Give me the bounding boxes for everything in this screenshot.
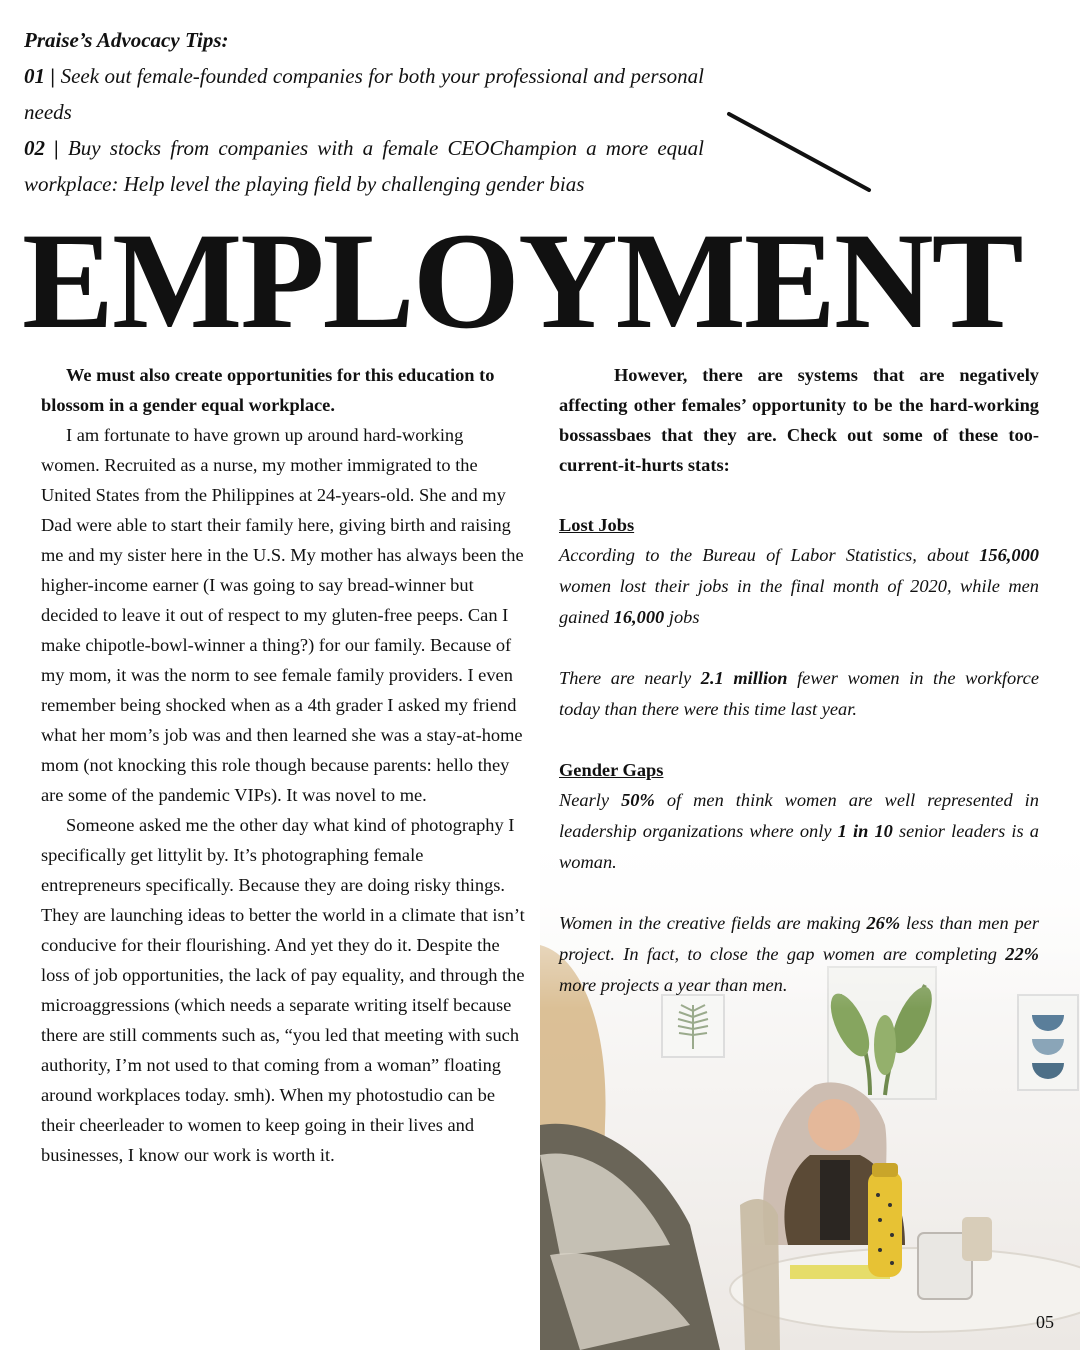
stat-text: Nearly xyxy=(559,790,622,810)
stat-text: of men think women are well represented in leadership organizations where only xyxy=(559,790,1039,841)
left-column xyxy=(41,360,525,1170)
stat-figure: 16,000 xyxy=(613,607,665,627)
stat-text: There are nearly xyxy=(559,668,701,688)
lost-jobs-stat-2 xyxy=(559,663,1039,725)
tip-number: 02 | xyxy=(24,136,59,160)
lead-paragraph: We must also create opportunities for this education to blossom in a gender equal workplace. xyxy=(41,365,495,415)
tip-number: 01 | xyxy=(24,64,56,88)
stat-text: According to the Bureau of Labor Statistics, about xyxy=(559,545,980,565)
tip-item xyxy=(24,130,704,202)
stat-text: jobs xyxy=(664,607,700,627)
stat-figure: 22% xyxy=(1005,944,1039,964)
stat-text: more projects a year than men. xyxy=(559,975,788,995)
decorative-slash-line xyxy=(726,108,886,198)
stat-text: senior leaders is a woman. xyxy=(559,821,1039,872)
stat-figure: 26% xyxy=(866,913,901,933)
page-number: 05 xyxy=(1036,1312,1054,1332)
gender-gaps-heading: Gender Gaps xyxy=(559,760,664,780)
page-title: EMPLOYMENT xyxy=(22,204,1022,357)
body-paragraph-2: Someone asked me the other day what kind of photography I specifically get littylit by. It’s photographing female entrepreneurs specifically. Because they are doing risky things. They are launching ideas to better the world in a climate that isn’t conducive for their flourishing. And yet they do it. Despite the loss of job opportunities, the lack of pay equality, and through the microaggressions (which needs a separate writing itself because there are still comments such as, “you led that meeting with such authority, I’m not used to that coming from a woman” floating around workplaces today. smh). When my photostudio can be their cheerleader to women to keep going in their lives and businesses, I know our work is worth it. xyxy=(41,815,525,1165)
stat-figure: 156,000 xyxy=(979,545,1039,565)
tip-text: Seek out female-founded companies for both your professional and personal needs xyxy=(24,64,704,124)
lost-jobs-heading: Lost Jobs xyxy=(559,515,635,535)
tip-text: Buy stocks from companies with a female CEOChampion a more equal workplace: Help level the playing field by challenging gender bias xyxy=(24,136,704,196)
tips-heading: Praise’s Advocacy Tips: xyxy=(24,28,229,52)
tip-item xyxy=(24,58,704,130)
gender-gaps-stat-2 xyxy=(559,908,1039,1001)
stat-text: women lost their jobs in the final month of 2020, while men gained xyxy=(559,576,1039,627)
gender-gaps-stat-1 xyxy=(559,785,1039,878)
body-paragraph-1: I am fortunate to have grown up around hard-working women. Recruited as a nurse, my mother immigrated to the United States from the Philippines at 24-years-old. She and my Dad were able to start their family here, giving birth and raising me and my sister here in the U.S. My mother has always been the higher-income earner (I was going to say bread-winner but decided to leave it out of respect to my gluten-free peeps. Can I make chipotle-bowl-winner a thing?) for our family. Because of my mom, it was the norm to see female family providers. I even remember being shocked when as a 4th grader I asked my friend what her mom’s job was and then learned she was a stay-at-home mom (not knocking this role though because parents: hello they are some of the pandemic VIPs). It was novel to me. xyxy=(41,425,524,805)
stat-figure: 50% xyxy=(621,790,655,810)
stat-text: less than men per project. In fact, to close the gap women are completing xyxy=(559,913,1040,964)
stat-figure: 2.1 million xyxy=(700,668,788,688)
stat-text: fewer women in the workforce today than there were this time last year. xyxy=(559,668,1039,719)
stats-intro: However, there are systems that are negatively affecting other females’ opportunity to be the hard-working bossassbaes that they are. Check out some of these too-current-it-hurts stats: xyxy=(559,365,1039,475)
lost-jobs-stat-1 xyxy=(559,540,1039,633)
advocacy-tips xyxy=(24,22,704,202)
stat-figure: 1 in 10 xyxy=(837,821,893,841)
right-column xyxy=(559,360,1039,1001)
stat-text: Women in the creative fields are making xyxy=(559,913,867,933)
